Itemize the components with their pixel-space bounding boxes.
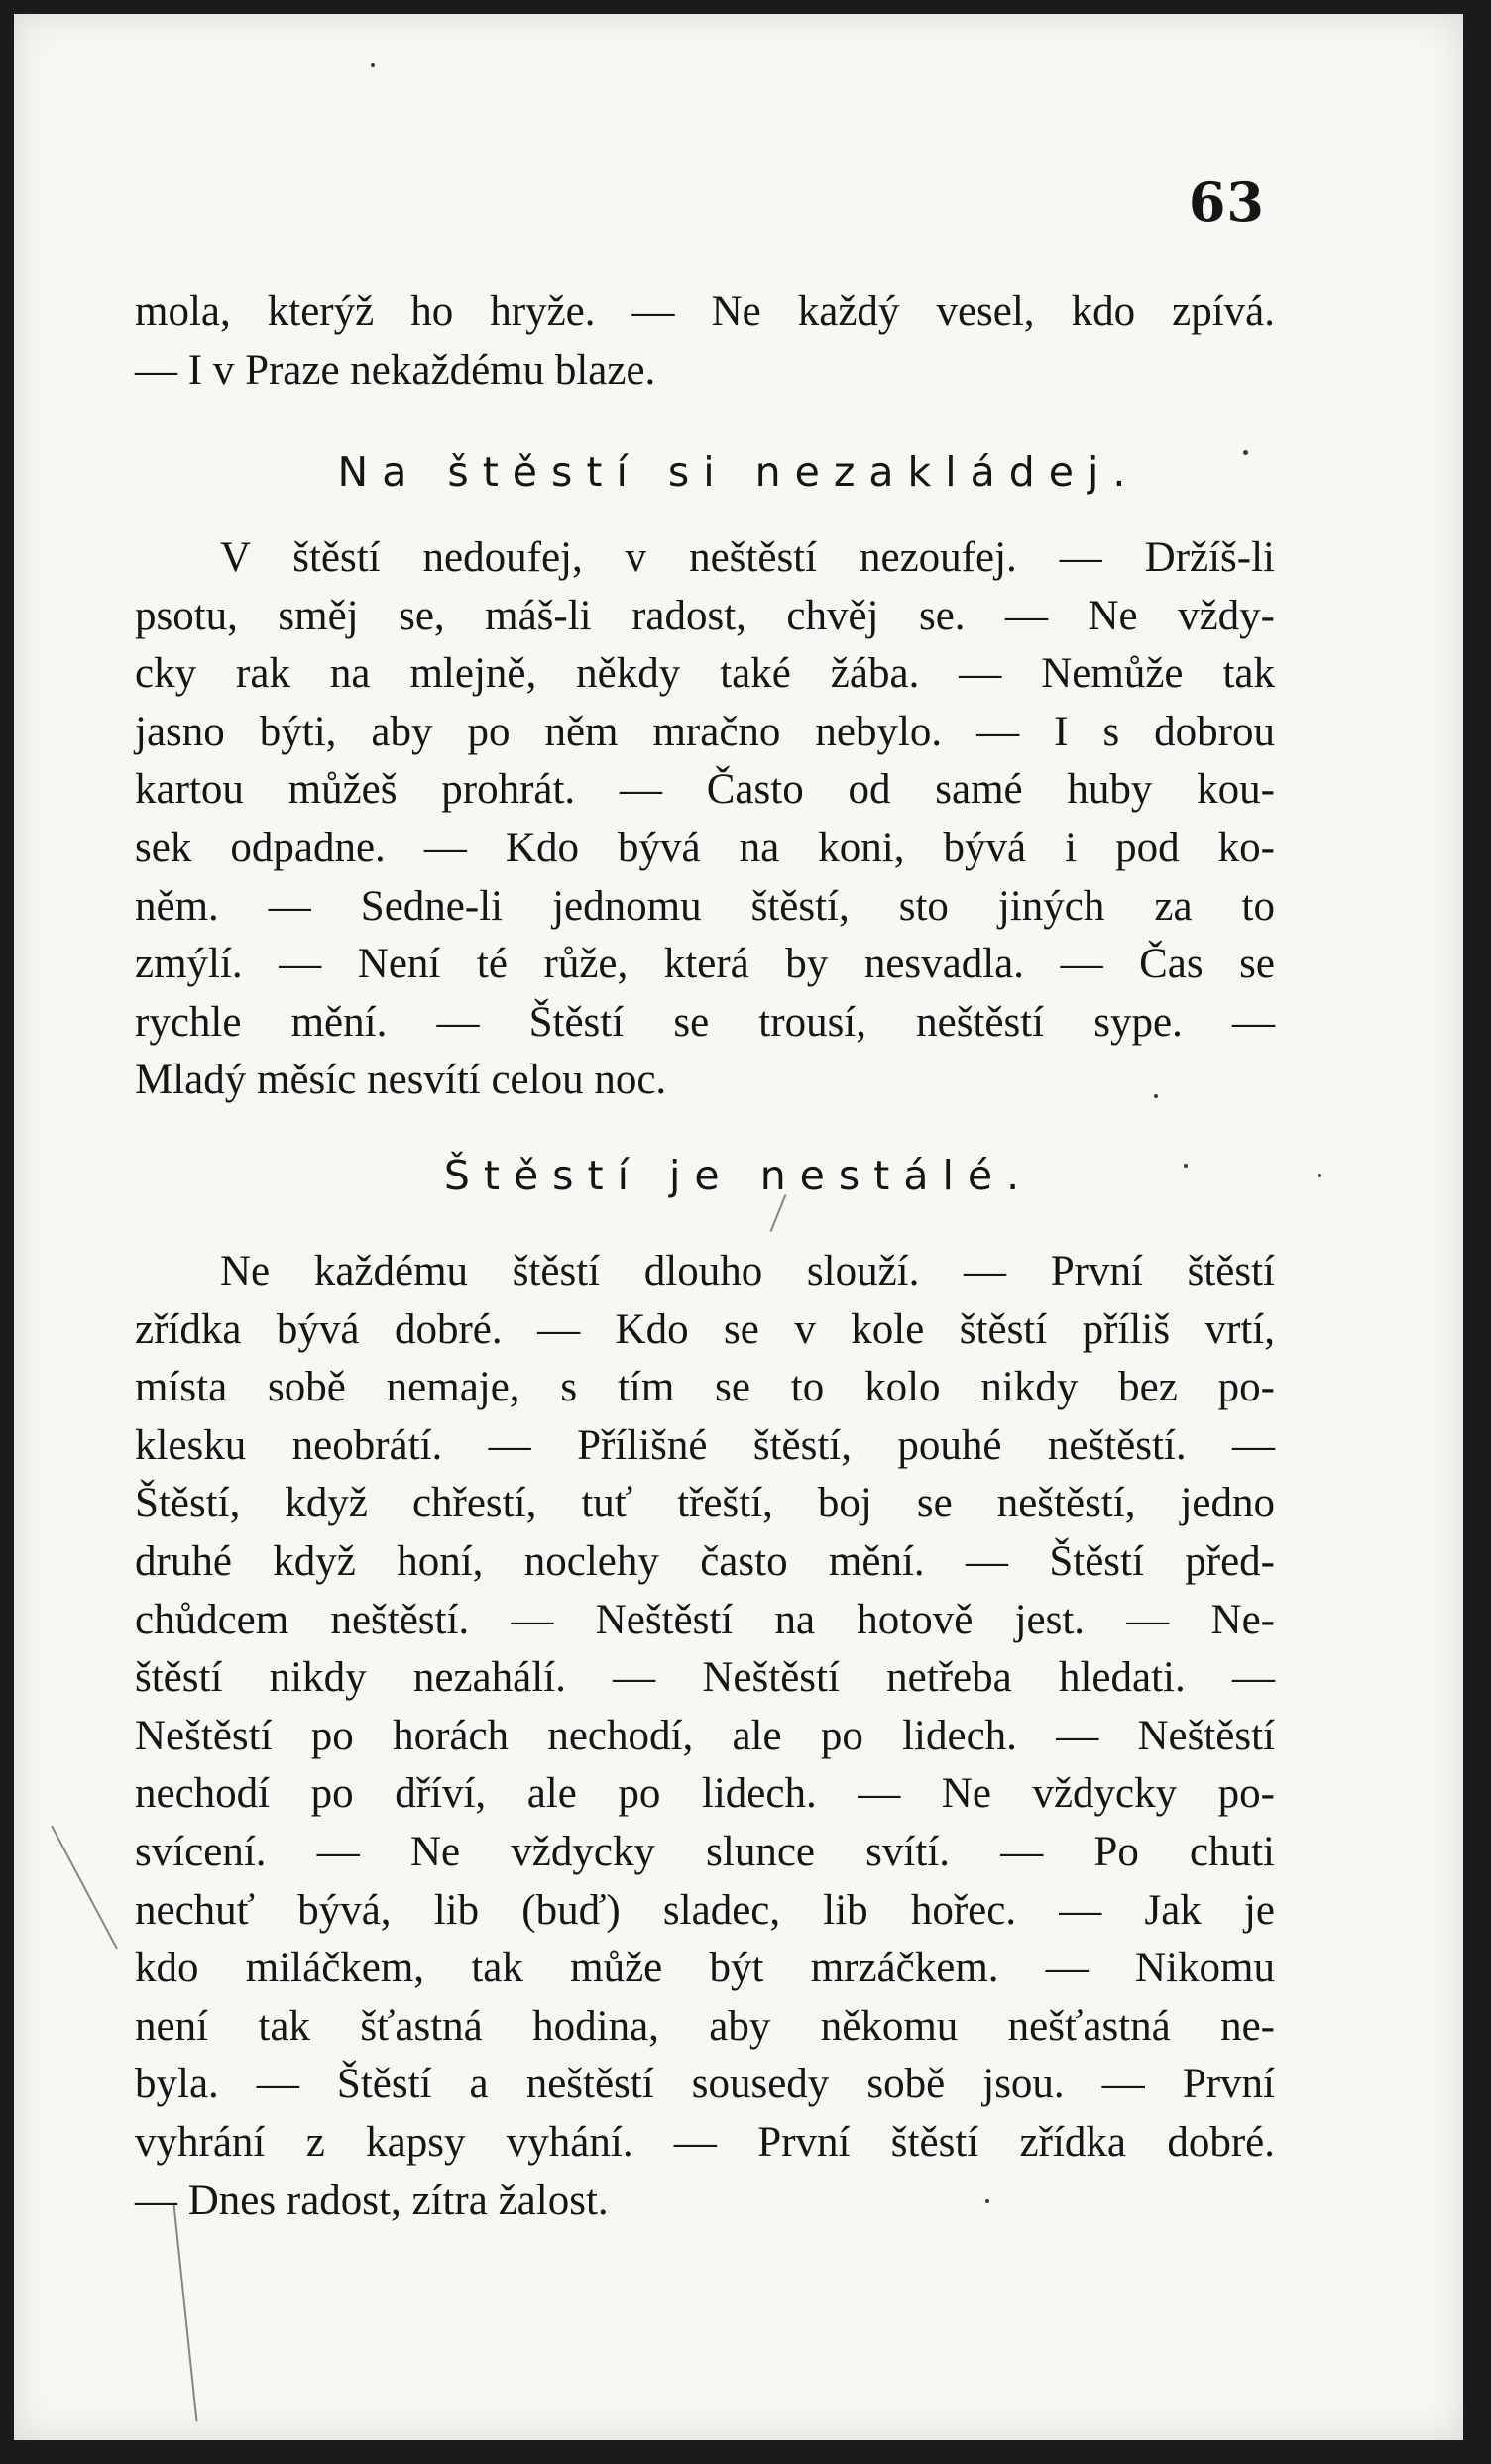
text-line: nechuť bývá, lib (buď) sladec, lib hořec. — Jak je: [135, 1886, 1275, 1934]
text-line: chůdcem neštěstí. — Neštěstí na hotově jest. — Ne-: [135, 1596, 1275, 1643]
text-line: klesku neobrátí. — Přílišné štěstí, pouhé neštěstí. —: [135, 1421, 1275, 1469]
scan-speck: [1154, 1094, 1158, 1098]
text-line: V štěstí nedoufej, v neštěstí nezoufej. — Držíš-li: [220, 534, 1275, 581]
text-line: zřídka bývá dobré. — Kdo se v kole štěstí příliš vrtí,: [135, 1305, 1275, 1353]
text-line: mola, kterýž ho hryže. — Ne každý vesel, kdo zpívá.: [135, 288, 1275, 335]
section-heading: Štěstí je nestálé.: [443, 1152, 1034, 1199]
text-line: jasno býti, aby po něm mračno nebylo. — I s dobrou: [135, 708, 1275, 755]
text-line: Mladý měsíc nesvítí celou noc.: [135, 1057, 667, 1104]
text-line: — I v Praze nekaždému blaze.: [135, 346, 656, 393]
section-heading: Na štěstí si nezakládej.: [337, 448, 1140, 496]
text-line: sek odpadne. — Kdo bývá na koni, bývá i pod ko-: [135, 824, 1275, 871]
text-line: něm. — Sedne-li jednomu štěstí, sto jiných za to: [135, 882, 1275, 930]
scan-speck: [371, 63, 375, 67]
scan-speck: [1184, 1164, 1188, 1168]
scan-speck: [985, 2199, 989, 2203]
section-paragraph: [135, 529, 1275, 1110]
text-line: svícení. — Ne vždycky slunce svítí. — Po chuti: [135, 1828, 1275, 1875]
text-line: druhé když honí, noclehy často mění. — Štěstí před-: [135, 1537, 1275, 1585]
book-page: [14, 14, 1463, 2440]
text-line: cky rak na mlejně, někdy také žába. — Nemůže tak: [135, 650, 1275, 698]
section-paragraph: [135, 1243, 1275, 2230]
text-line: štěstí nikdy nezahálí. — Neštěstí netřeba hledati. —: [135, 1654, 1275, 1702]
text-line: Štěstí, když chřestí, tuť třeští, boj se neštěstí, jedno: [135, 1480, 1275, 1527]
text-line: kartou můžeš prohrát. — Často od samé huby kou-: [135, 766, 1275, 814]
text-line: nechodí po dříví, ale po lidech. — Ne vždycky po-: [135, 1770, 1275, 1818]
scan-speck: [1318, 1174, 1321, 1177]
page-number: 63: [1188, 170, 1265, 234]
scan-scratch: [51, 1826, 117, 1950]
text-line: — Dnes radost, zítra žalost.: [135, 2177, 609, 2224]
scan-scratch: [173, 2204, 198, 2421]
intro-paragraph: [135, 283, 1275, 399]
scan-scratch: [770, 1194, 787, 1232]
text-line: rychle mění. — Štěstí se trousí, neštěstí sype. —: [135, 998, 1275, 1046]
text-line: místa sobě nemaje, s tím se to kolo nikdy bez po-: [135, 1364, 1275, 1411]
text-line: zmýlí. — Není té růže, která by nesvadla. — Čas se: [135, 941, 1275, 988]
text-line: byla. — Štěstí a neštěstí sousedy sobě jsou. — První: [135, 2061, 1275, 2108]
text-line: Neštěstí po horách nechodí, ale po lidech. — Neštěstí: [135, 1712, 1275, 1759]
text-line: Ne každému štěstí dlouho slouží. — První štěstí: [220, 1248, 1275, 1294]
text-line: vyhrání z kapsy vyhání. — První štěstí zřídka dobré.: [135, 2118, 1275, 2166]
text-line: kdo miláčkem, tak může být mrzáčkem. — Nikomu: [135, 1945, 1275, 1992]
text-line: není tak šťastná hodina, aby někomu nešťastná ne-: [135, 2002, 1275, 2050]
scan-speck: [1243, 450, 1248, 455]
text-line: psotu, směj se, máš-li radost, chvěj se. — Ne vždy-: [135, 592, 1275, 639]
